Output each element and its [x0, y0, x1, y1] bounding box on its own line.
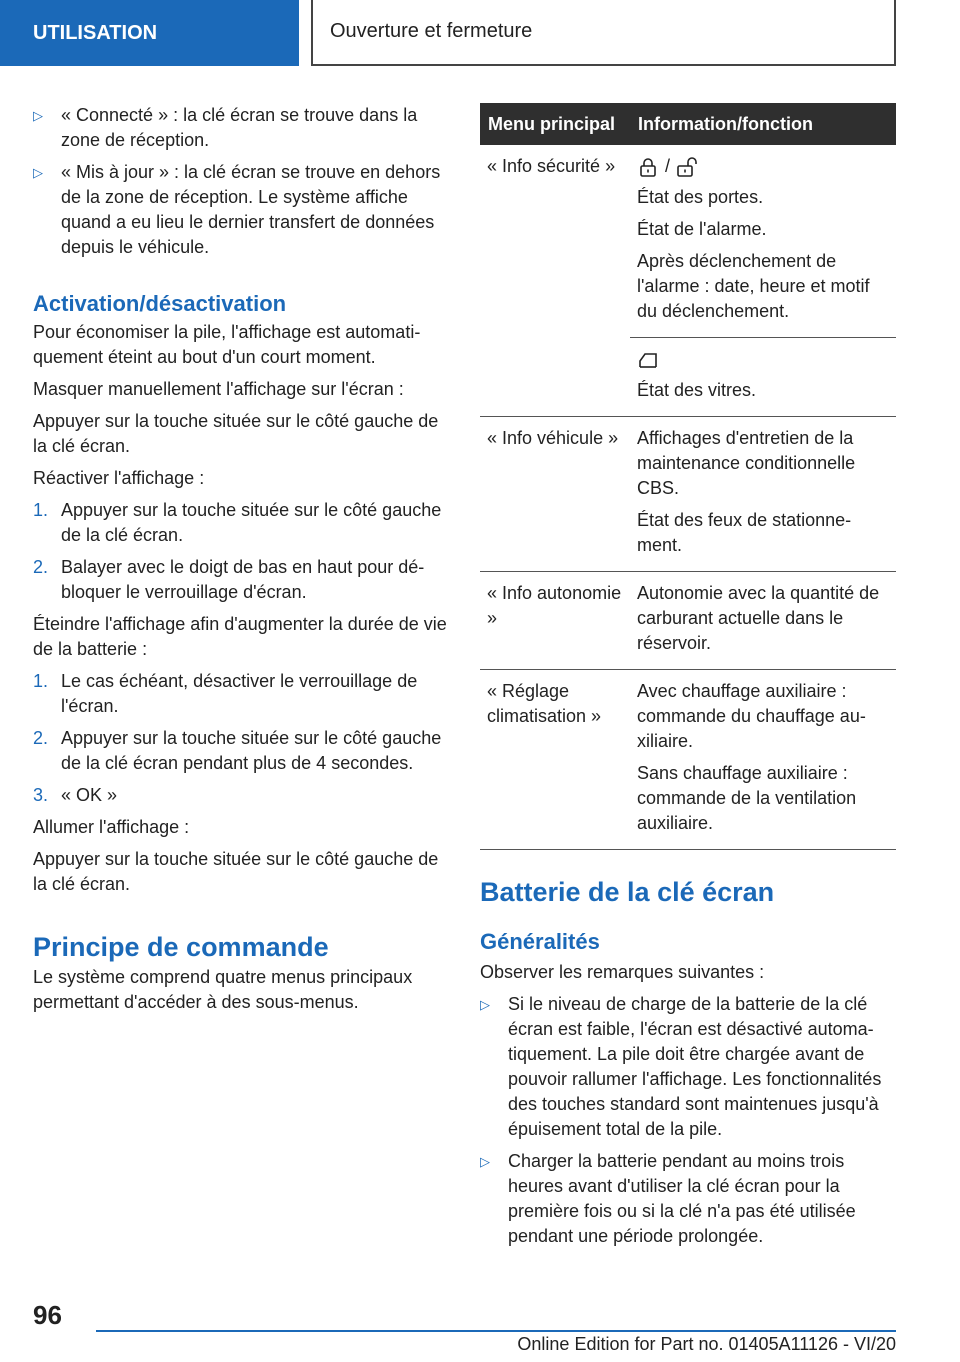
- paragraph: Appuyer sur la touche située sur le côté gauche de la clé écran.: [33, 849, 439, 894]
- paragraph: Pour économiser la pile, l'affichage est automatiquement éteint au bout d'un court moment.: [33, 322, 421, 367]
- list-item-text: « Connecté » : la clé écran se trouve dans la zone de réception.: [61, 105, 418, 150]
- step-number: 2.: [33, 557, 49, 577]
- window-icon: [637, 349, 659, 371]
- info-line: Après déclenchement de l'alarme : date, heure et motif du déclenchement.: [637, 251, 870, 321]
- lock-open-icon: [676, 156, 698, 178]
- left-column: [33, 103, 448, 1022]
- info-line: État des feux de stationnement.: [637, 510, 852, 555]
- generalites-heading: Généralités: [480, 929, 600, 954]
- right-column: [480, 103, 896, 1256]
- list-item: [480, 992, 896, 1142]
- table-cell-info: [630, 417, 896, 572]
- section-label: UTILISATION: [0, 0, 299, 66]
- step-number: 1.: [33, 500, 49, 520]
- step-number: 1.: [33, 671, 49, 691]
- chapter-title: Ouverture et fermeture: [311, 0, 896, 66]
- paragraph: Masquer manuellement l'affichage sur l'écran :: [33, 379, 404, 399]
- table-cell-menu: « Info sécurité »: [480, 145, 630, 417]
- info-line: Sans chauffage auxiliaire : commande de la ventilation auxiliaire.: [637, 763, 857, 833]
- info-line: État de l'alarme.: [637, 219, 767, 239]
- table-cell-menu: « Info autonomie »: [480, 572, 630, 670]
- step-text: Balayer avec le doigt de bas en haut pour débloquer le verrouillage d'écran.: [61, 557, 425, 602]
- table-cell-menu: « Réglage climatisation »: [480, 670, 630, 850]
- menu-table: [480, 103, 896, 850]
- table-row: [480, 572, 896, 670]
- table-cell-info: [630, 670, 896, 850]
- table-cell-info: [630, 572, 896, 670]
- paragraph: Le système comprend quatre menus principaux permettant d'accéder à des sous-menus.: [33, 967, 413, 1012]
- step-number: 2.: [33, 728, 49, 748]
- paragraph: Observer les remarques suivantes :: [480, 962, 765, 982]
- edition-text: Online Edition for Part no. 01405A11126 - VI/20: [517, 1334, 896, 1354]
- icon-separator: /: [665, 156, 671, 176]
- paragraph: Allumer l'affichage :: [33, 817, 190, 837]
- list-item-text: Charger la batterie pendant au moins trois heures avant d'utiliser la clé écran pour la première fois ou si la clé n'a pas été utilisée pendant une période prolongée.: [508, 1151, 856, 1246]
- list-item: [480, 1149, 896, 1249]
- table-row: [480, 670, 896, 850]
- step-text: « OK »: [61, 785, 118, 805]
- triangle-bullet-icon: ▷: [480, 997, 490, 1012]
- lock-closed-icon: [637, 156, 659, 178]
- paragraph: Appuyer sur la touche située sur le côté gauche de la clé écran.: [33, 411, 439, 456]
- info-line: État des vitres.: [637, 380, 757, 400]
- table-row: [480, 145, 896, 338]
- table-header-menu: Menu principal: [480, 103, 630, 145]
- table-cell-info: [630, 338, 896, 417]
- step-item: [33, 555, 448, 605]
- list-item: [33, 103, 448, 153]
- principe-heading: Principe de commande: [33, 932, 329, 962]
- step-text: Appuyer sur la touche située sur le côté gauche de la clé écran pendant plus de 4 secondes.: [61, 728, 442, 773]
- table-cell-info: [630, 145, 896, 338]
- list-item-text: « Mis à jour » : la clé écran se trouve en dehors de la zone de réception. Le système affiche quand a eu lieu le dernier transfert de données depuis le véhicule.: [61, 162, 441, 257]
- info-line: Avec chauffage auxiliaire : commande du chauffage auxiliaire.: [637, 681, 866, 751]
- step-item: [33, 498, 448, 548]
- triangle-bullet-icon: ▷: [33, 165, 43, 180]
- lock-icons: [637, 154, 888, 179]
- paragraph: Réactiver l'affichage :: [33, 468, 205, 488]
- table-header-info: Information/fonction: [630, 103, 896, 145]
- triangle-bullet-icon: ▷: [33, 108, 43, 123]
- step-text: Le cas échéant, désactiver le verrouillage de l'écran.: [61, 671, 418, 716]
- step-text: Appuyer sur la touche située sur le côté gauche de la clé écran.: [61, 500, 442, 545]
- info-line: État des portes.: [637, 187, 764, 207]
- page-number: 96: [33, 1300, 62, 1330]
- table-header-row: [480, 103, 896, 145]
- activation-heading: Activation/désactivation: [33, 291, 287, 316]
- list-item-text: Si le niveau de charge de la batterie de la clé écran est faible, l'écran est désactivé automatiquement. La pile doit être chargée avant de pouvoir rallumer l'affichage. Les fonctionnalités des touches standard sont maintenues jusqu'à épuisement total de la pile.: [508, 994, 882, 1139]
- step-number: 3.: [33, 785, 49, 805]
- paragraph: Éteindre l'affichage afin d'augmenter la durée de vie de la batterie :: [33, 614, 447, 659]
- info-line: Affichages d'entretien de la maintenance conditionnelle CBS.: [637, 428, 856, 498]
- page-header: [0, 0, 960, 66]
- battery-heading: Batterie de la clé écran: [480, 877, 775, 907]
- list-item: [33, 160, 448, 260]
- footer-divider: [96, 1330, 896, 1332]
- step-item: [33, 726, 448, 776]
- table-cell-menu: « Info véhicule »: [480, 417, 630, 572]
- triangle-bullet-icon: ▷: [480, 1154, 490, 1169]
- step-item: [33, 783, 448, 808]
- step-item: [33, 669, 448, 719]
- table-row: [480, 417, 896, 572]
- info-line: Autonomie avec la quantité de carburant actuelle dans le réservoir.: [637, 583, 880, 653]
- window-icons: [637, 347, 888, 372]
